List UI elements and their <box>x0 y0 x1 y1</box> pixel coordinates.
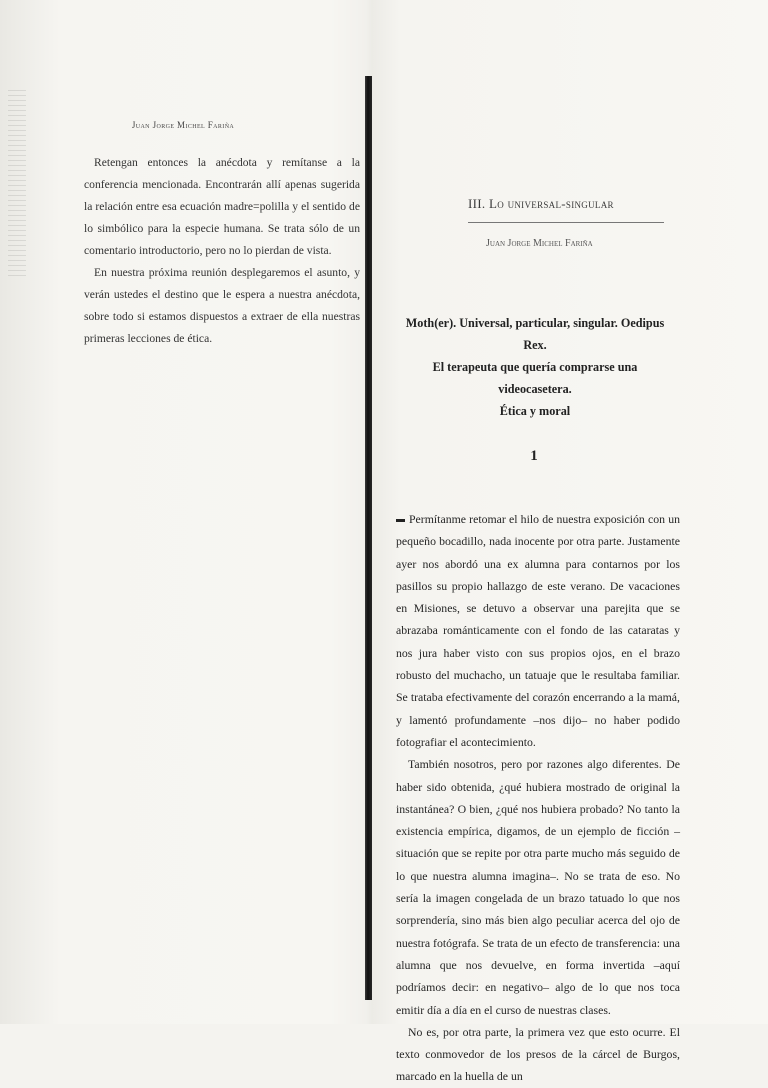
section-number: 1 <box>530 448 538 464</box>
left-paragraph-2: En nuestra próxima reunión desplegaremos el asunto, y verán ustedes el destino que le espera a nuestra anécdota, sobre todo si estamos dispuestos a extraer de ella nuestras primeras lecciones de ética. <box>84 266 360 345</box>
subtitle-line-1: Moth(er). Universal, particular, singular. Oedipus Rex. <box>405 316 665 352</box>
title-rule <box>468 222 664 223</box>
left-page <box>0 0 366 1024</box>
left-page-body <box>84 152 360 350</box>
right-paragraph-1 <box>396 508 680 753</box>
book-spine <box>365 76 372 1000</box>
chapter-subtitle <box>404 312 666 422</box>
chapter-title: III. Lo universal-singular <box>468 196 614 211</box>
right-paragraph-1-text: Permítanme retomar el hilo de nuestra exposición con un pequeño bocadillo, nada inocente por otra parte. Justamente ayer nos abordó una ex alumna para contarnos por los pasillos su propio hallazgo de este verano. De vacaciones en Misiones, se detuvo a observar una parejita que se abrazaba románticamente con el fondo de las cataratas y nos jura haber visto con sus propios ojos, en el brazo robusto del muchacho, un tatuaje que le resultaba familiar. Se trataba efectivamente del corazón encerrando a la mamá, y lamentó profundamente –nos dijo– no haber podido fotografiar el acontecimiento. <box>396 512 680 749</box>
dialogue-dash-icon <box>396 519 405 522</box>
subtitle-line-2: El terapeuta que quería comprarse una videocasetera. <box>432 360 638 396</box>
right-paragraph-3: No es, por otra parte, la primera vez que esto ocurre. El texto conmovedor de los presos de la cárcel de Burgos, marcado en la huella de un <box>396 1024 680 1084</box>
subtitle-line-3: Ética y moral <box>499 404 571 418</box>
left-paragraph-1: Retengan entonces la anécdota y remítanse a la conferencia mencionada. Encontrarán allí apenas sugerida la relación entre esa ecuación madre=polilla y el sentido de lo simbólico para la especie humana. Se trata sólo de un comentario introductorio, pero no lo pierdan de vista. <box>84 156 360 257</box>
running-head: Juan Jorge Michel Fariña <box>131 120 235 130</box>
right-paragraph-2: También nosotros, pero por razones algo diferentes. De haber sido obtenida, ¿qué hubiera mostrado de original la instantánea? O bien, ¿qué nos hubiera probado? No tanto la existencia empírica, digamos, de un ejemplo de ficción –situación que se repite por otra parte mucho más seguido de lo que nuestra alumna imagina–. No se trata de eso. No sería la imagen congelada de un brazo tatuado lo que nos sorprendería, sino más bien algo peculiar acerca del ojo de nuestra fotógrafa. Se trata de un efecto de transferencia: una alumna que nos devuelve, en forma invertida –aquí podríamos decir: en negativo– algo de lo que nos toca emitir día a día en el curso de nuestras clases. <box>396 757 680 1017</box>
chapter-author: Juan Jorge Michel Fariña <box>486 238 593 249</box>
right-page-body <box>396 508 680 1088</box>
